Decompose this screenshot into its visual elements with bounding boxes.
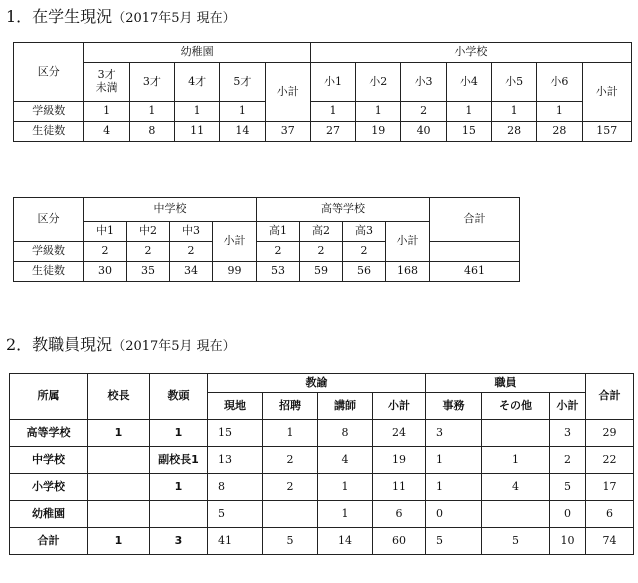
col-total: 合計 [586,374,634,420]
row-label-classes: 学級数 [14,242,84,262]
cell: 40 [401,122,446,142]
cell: 35 [127,262,170,282]
cell: 1 [150,474,208,501]
cell: 2 [170,242,213,262]
cell [88,474,150,501]
row-header-kubun: 区分 [14,43,84,102]
cell: 4 [84,122,129,142]
cell: 5 [426,528,482,555]
group-high: 高等学校 [257,198,430,222]
row-label: 幼稚園 [10,501,88,528]
col-e-4: 小5 [491,63,536,102]
cell: 28 [491,122,536,142]
col-s-0: 事務 [426,393,482,420]
group-staff: 職員 [426,374,586,393]
col-t-0: 現地 [208,393,263,420]
cell: 11 [373,474,426,501]
col-t-3: 小計 [373,393,426,420]
cell-total: 461 [430,262,520,282]
cell: 19 [373,447,426,474]
cell: 13 [208,447,263,474]
col-e-2: 小3 [401,63,446,102]
cell: 14 [220,122,265,142]
col-e-0: 小1 [310,63,355,102]
cell: 56 [343,262,386,282]
col-head: 教頭 [150,374,208,420]
cell: 6 [373,501,426,528]
col-m-0: 中1 [84,222,127,242]
cell-total [430,242,520,262]
cell-total: 74 [586,528,634,555]
cell: 0 [426,501,482,528]
col-k-1: 3才 [129,63,174,102]
cell [482,501,550,528]
col-k-subtotal: 小計 [265,63,310,122]
cell: 2 [343,242,386,262]
cell: 1 [426,447,482,474]
col-m-2: 中3 [170,222,213,242]
cell: 2 [550,447,586,474]
col-total: 合計 [430,198,520,242]
cell [263,501,318,528]
cell: 1 [356,102,401,122]
cell: 2 [263,474,318,501]
cell: 41 [208,528,263,555]
group-middle: 中学校 [84,198,257,222]
cell: 1 [84,102,129,122]
cell: 1 [129,102,174,122]
cell [88,447,150,474]
cell-subtotal: 37 [265,122,310,142]
cell: 19 [356,122,401,142]
cell: 1 [537,102,582,122]
col-k-0 [84,63,129,102]
cell-total: 22 [586,447,634,474]
section1-title: 1．在学生現況 [6,7,113,26]
cell: 1 [88,528,150,555]
cell: 8 [318,420,373,447]
cell: 5 [482,528,550,555]
col-e-5: 小6 [537,63,582,102]
cell: 28 [537,122,582,142]
col-e-1: 小2 [356,63,401,102]
cell: 10 [550,528,586,555]
cell: 4 [482,474,550,501]
section1-heading [6,4,236,27]
cell: 8 [129,122,174,142]
col-k-0-label: 3才 未満 [95,68,118,94]
col-e-subtotal: 小計 [582,63,631,122]
cell [88,501,150,528]
cell: 1 [88,420,150,447]
cell: 副校長1 [150,447,208,474]
col-h-1: 高2 [300,222,343,242]
staff-table [9,373,634,555]
group-kindergarten: 幼稚園 [84,43,310,63]
row-label-classes: 学級数 [14,102,84,122]
table-row [10,420,634,447]
row-label-students: 生徒数 [14,122,84,142]
cell: 11 [175,122,220,142]
section2-date: （2017年5月 現在） [112,339,236,354]
col-t-2: 講師 [318,393,373,420]
cell: 24 [373,420,426,447]
cell: 1 [318,501,373,528]
section1-date: （2017年5月 現在） [112,11,236,26]
col-s-2: 小計 [550,393,586,420]
cell: 1 [310,102,355,122]
cell: 3 [426,420,482,447]
cell: 1 [491,102,536,122]
cell: 0 [550,501,586,528]
cell: 1 [318,474,373,501]
cell-total: 17 [586,474,634,501]
cell: 2 [401,102,446,122]
col-k-3: 5才 [220,63,265,102]
cell: 14 [318,528,373,555]
cell: 3 [550,420,586,447]
row-label: 高等学校 [10,420,88,447]
cell: 5 [208,501,263,528]
cell-total: 29 [586,420,634,447]
group-elementary: 小学校 [310,43,631,63]
row-label: 小学校 [10,474,88,501]
col-e-3: 小4 [446,63,491,102]
table-row [10,501,634,528]
student-table-middle-high [13,197,520,282]
col-m-subtotal: 小計 [213,222,257,262]
cell: 2 [84,242,127,262]
cell [150,501,208,528]
cell-total: 6 [586,501,634,528]
cell: 1 [446,102,491,122]
section2-title: 2．教職員現況 [6,335,113,354]
col-principal: 校長 [88,374,150,420]
col-affiliation: 所属 [10,374,88,420]
col-s-1: その他 [482,393,550,420]
cell: 2 [127,242,170,262]
row-label: 合計 [10,528,88,555]
student-table-kindergarten-elementary [13,42,632,142]
cell: 34 [170,262,213,282]
cell: 2 [257,242,300,262]
cell: 5 [550,474,586,501]
table-row [10,447,634,474]
cell: 1 [263,420,318,447]
row-label: 中学校 [10,447,88,474]
col-h-0: 高1 [257,222,300,242]
cell: 53 [257,262,300,282]
cell: 59 [300,262,343,282]
cell-subtotal: 99 [213,262,257,282]
cell-subtotal: 157 [582,122,631,142]
cell-subtotal: 168 [386,262,430,282]
row-header-kubun: 区分 [14,198,84,242]
cell: 1 [426,474,482,501]
col-m-1: 中2 [127,222,170,242]
cell: 1 [482,447,550,474]
group-teachers: 教諭 [208,374,426,393]
cell: 2 [263,447,318,474]
cell: 1 [150,420,208,447]
cell: 15 [446,122,491,142]
col-k-2: 4才 [175,63,220,102]
section2-heading [6,332,236,355]
cell: 60 [373,528,426,555]
cell: 1 [220,102,265,122]
table-row-total [10,528,634,555]
cell [482,420,550,447]
row-label-students: 生徒数 [14,262,84,282]
col-t-1: 招聘 [263,393,318,420]
cell: 8 [208,474,263,501]
cell: 4 [318,447,373,474]
col-h-subtotal: 小計 [386,222,430,262]
cell: 15 [208,420,263,447]
cell: 1 [175,102,220,122]
col-h-2: 高3 [343,222,386,242]
cell: 2 [300,242,343,262]
cell: 5 [263,528,318,555]
cell: 27 [310,122,355,142]
cell: 30 [84,262,127,282]
cell: 3 [150,528,208,555]
table-row [10,474,634,501]
